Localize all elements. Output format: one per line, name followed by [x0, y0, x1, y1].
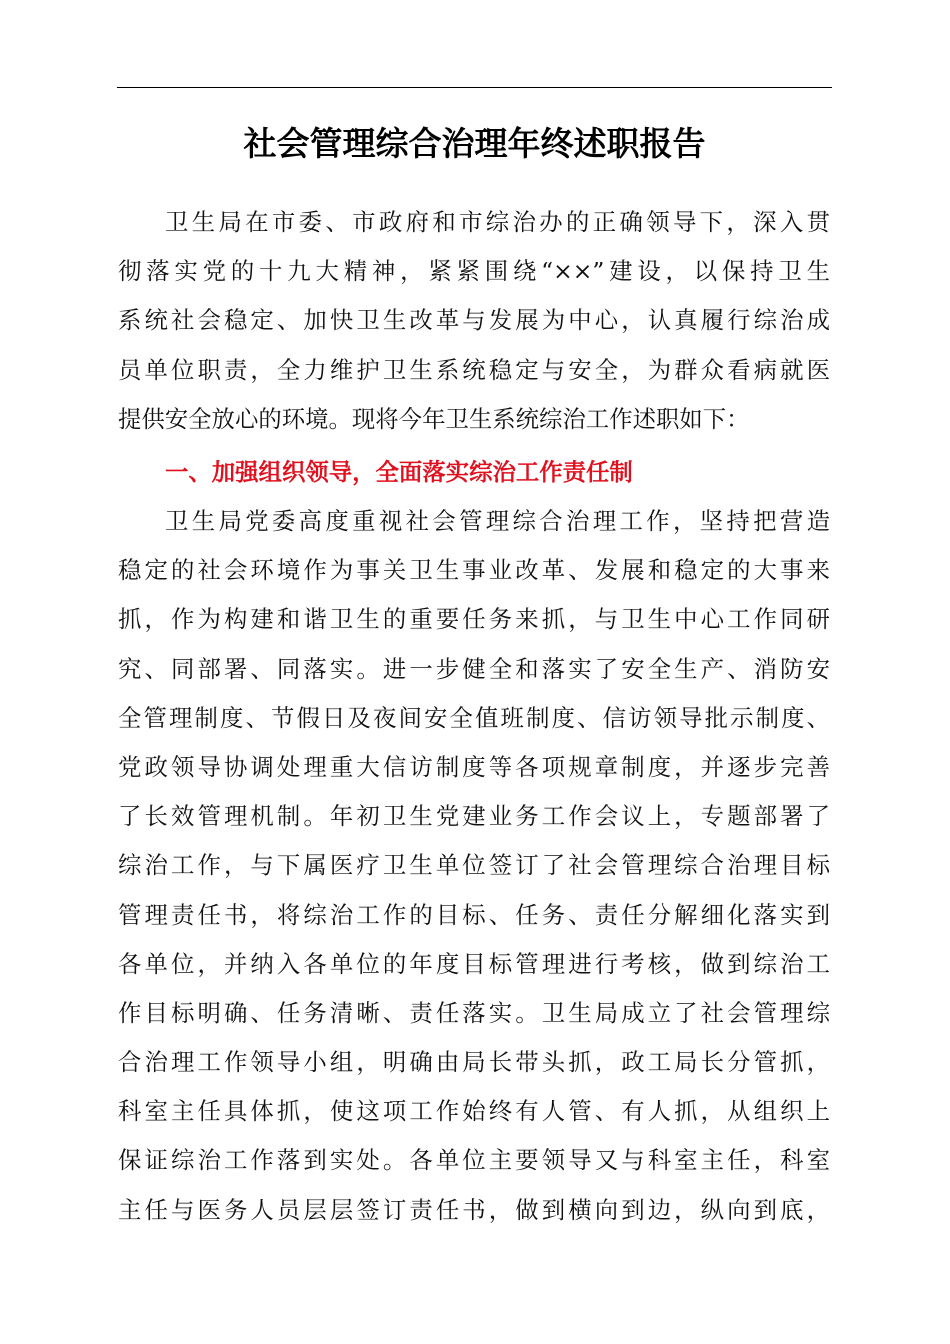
- paragraph-line: 系统社会稳定、加快卫生改革与发展为中心，认真履行综治成: [118, 306, 830, 335]
- paragraph-line: 各单位，并纳入各单位的年度目标管理进行考核，做到综治工: [118, 949, 830, 978]
- paragraph-line: 员单位职责，全力维护卫生系统稳定与安全，为群众看病就医: [118, 355, 830, 384]
- paragraph-line: 作目标明确、任务清晰、责任落实。卫生局成立了社会管理综: [118, 998, 830, 1027]
- paragraph-section-1: [118, 497, 830, 1235]
- header-rule: [117, 87, 832, 88]
- paragraph-intro: [118, 198, 830, 444]
- paragraph-line: 提供安全放心的环境。现将今年卫生系统综治工作述职如下：: [118, 404, 750, 433]
- paragraph-line: 科室主任具体抓，使这项工作始终有人管、有人抓，从组织上: [118, 1097, 830, 1126]
- paragraph-line: 卫生局在市委、市政府和市综治办的正确领导下，深入贯: [165, 208, 830, 236]
- paragraph-line: 管理责任书，将综治工作的目标、任务、责任分解细化落实到: [118, 900, 830, 929]
- paragraph-line: 党政领导协调处理重大信访制度等各项规章制度，并逐步完善: [118, 752, 830, 781]
- paragraph-line: 稳定的社会环境作为事关卫生事业改革、发展和稳定的大事来: [118, 556, 830, 585]
- paragraph-line: 彻落实党的十九大精神，紧紧围绕“××”建设，以保持卫生: [118, 257, 830, 286]
- paragraph-line: 全管理制度、节假日及夜间安全值班制度、信访领导批示制度、: [118, 703, 830, 732]
- paragraph-line: 究、同部署、同落实。进一步健全和落实了安全生产、消防安: [118, 654, 830, 683]
- document-title: 社会管理综合治理年终述职报告: [243, 124, 706, 163]
- paragraph-line: 了长效管理机制。年初卫生党建业务工作会议上，专题部署了: [118, 802, 830, 831]
- paragraph-line: 综治工作，与下属医疗卫生单位签订了社会管理综合治理目标: [118, 851, 830, 880]
- paragraph-line: 主任与医务人员层层签订责任书，做到横向到边，纵向到底，: [118, 1195, 830, 1224]
- paragraph-line: 卫生局党委高度重视社会管理综合治理工作，坚持把营造: [165, 507, 830, 535]
- section-heading: 一、加强组织领导，全面落实综治工作责任制: [165, 458, 633, 486]
- paragraph-line: 抓，作为构建和谐卫生的重要任务来抓，与卫生中心工作同研: [118, 605, 830, 634]
- paragraph-line: 合治理工作领导小组，明确由局长带头抓，政工局长分管抓，: [118, 1048, 830, 1077]
- paragraph-line: 保证综治工作落到实处。各单位主要领导又与科室主任，科室: [118, 1146, 830, 1175]
